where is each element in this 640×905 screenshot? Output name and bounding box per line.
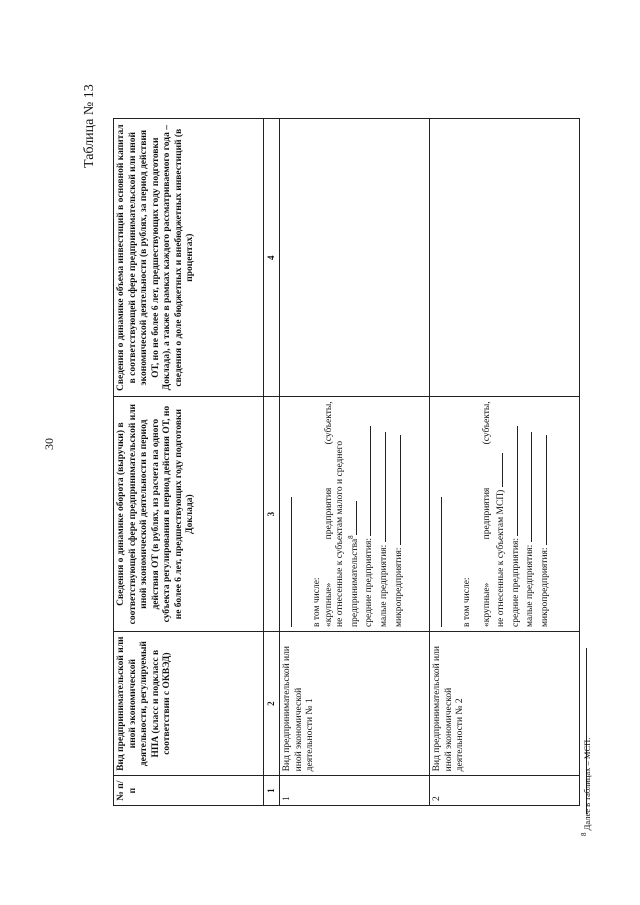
footnote-mark: 8 bbox=[346, 535, 355, 539]
small-label: малые предприятия: bbox=[379, 544, 390, 627]
table-row bbox=[279, 119, 429, 806]
data-table bbox=[113, 118, 580, 806]
table-container bbox=[113, 118, 569, 806]
row-num: 2 bbox=[429, 776, 579, 806]
table-row bbox=[429, 119, 579, 806]
header-investment: Сведения о динамике объема инвестиций в основной капитал в соответствующей сфере предпринимательской или иной экономической деятельности (в рублях, за период действия ОТ, но не более 6 лет, предшествующих году подготовки Доклада), а также в рамках каждого рассматриваемого года – сведения о доле бюджетных и внебюджетных инвестиций (в процентах) bbox=[114, 119, 264, 397]
row-activity: Вид предпринимательской или иной экономической деятельности № 1 bbox=[279, 631, 429, 775]
row-turnover bbox=[279, 397, 429, 632]
row-num: 1 bbox=[279, 776, 429, 806]
footnote-text: Далее в таблицах – МСП. bbox=[581, 737, 592, 831]
micro-label: микропредприятия: bbox=[539, 547, 550, 627]
header-activity: Вид предпринимательской или иной экономической деятельности, регулируемый НПА (класс и подкласс в соответствии с ОКВЭД) bbox=[114, 631, 264, 775]
header-num: № п/п bbox=[114, 776, 264, 806]
large-label-b: предприятия bbox=[323, 487, 334, 540]
page-number: 30 bbox=[42, 438, 56, 450]
medium-label: средние предприятия: bbox=[510, 538, 521, 627]
header-turnover: Сведения о динамике оборота (выручки) в соответствующей сфере предпринимательской или иной экономической деятельности в период действия ОТ (в рублях, из расчета на одного субъекта регулирования в период действия ОТ, но не более 6 лет, предшествующих году подготовки Доклада) bbox=[114, 397, 264, 632]
row-turnover bbox=[429, 397, 579, 632]
row-activity: Вид предпринимательской или иной экономической деятельности № 2 bbox=[429, 631, 579, 775]
header-row bbox=[114, 119, 264, 806]
large-label-b: предприятия bbox=[481, 487, 492, 540]
micro-label: микропредприятия: bbox=[393, 547, 404, 627]
large-label-a: «крупные» bbox=[481, 582, 492, 627]
row-investment bbox=[279, 119, 429, 397]
medium-label: средние предприятия: bbox=[364, 538, 375, 627]
col-number: 1 bbox=[264, 776, 280, 806]
large-label-c: (субъекты, bbox=[481, 401, 492, 445]
col-number: 3 bbox=[264, 397, 280, 632]
col-number: 2 bbox=[264, 631, 280, 775]
large-label-d: не отнесенные к субъектам МСП) bbox=[496, 489, 507, 627]
col-number: 4 bbox=[264, 119, 280, 397]
large-label-c: (субъекты, bbox=[323, 401, 334, 445]
footnote-number: 8 bbox=[580, 832, 588, 836]
row-investment bbox=[429, 119, 579, 397]
large-label-d: не отнесенные к субъектам малого и среднего предпринимательства bbox=[335, 440, 360, 627]
incl-label: в том числе: bbox=[311, 577, 322, 627]
column-number-row bbox=[264, 119, 280, 806]
small-label: малые предприятия: bbox=[525, 544, 536, 627]
incl-label: в том числе: bbox=[461, 577, 472, 627]
large-label-a: «крупные» bbox=[323, 582, 334, 627]
footnote bbox=[580, 738, 592, 836]
table-title: Таблица № 13 bbox=[82, 84, 97, 168]
